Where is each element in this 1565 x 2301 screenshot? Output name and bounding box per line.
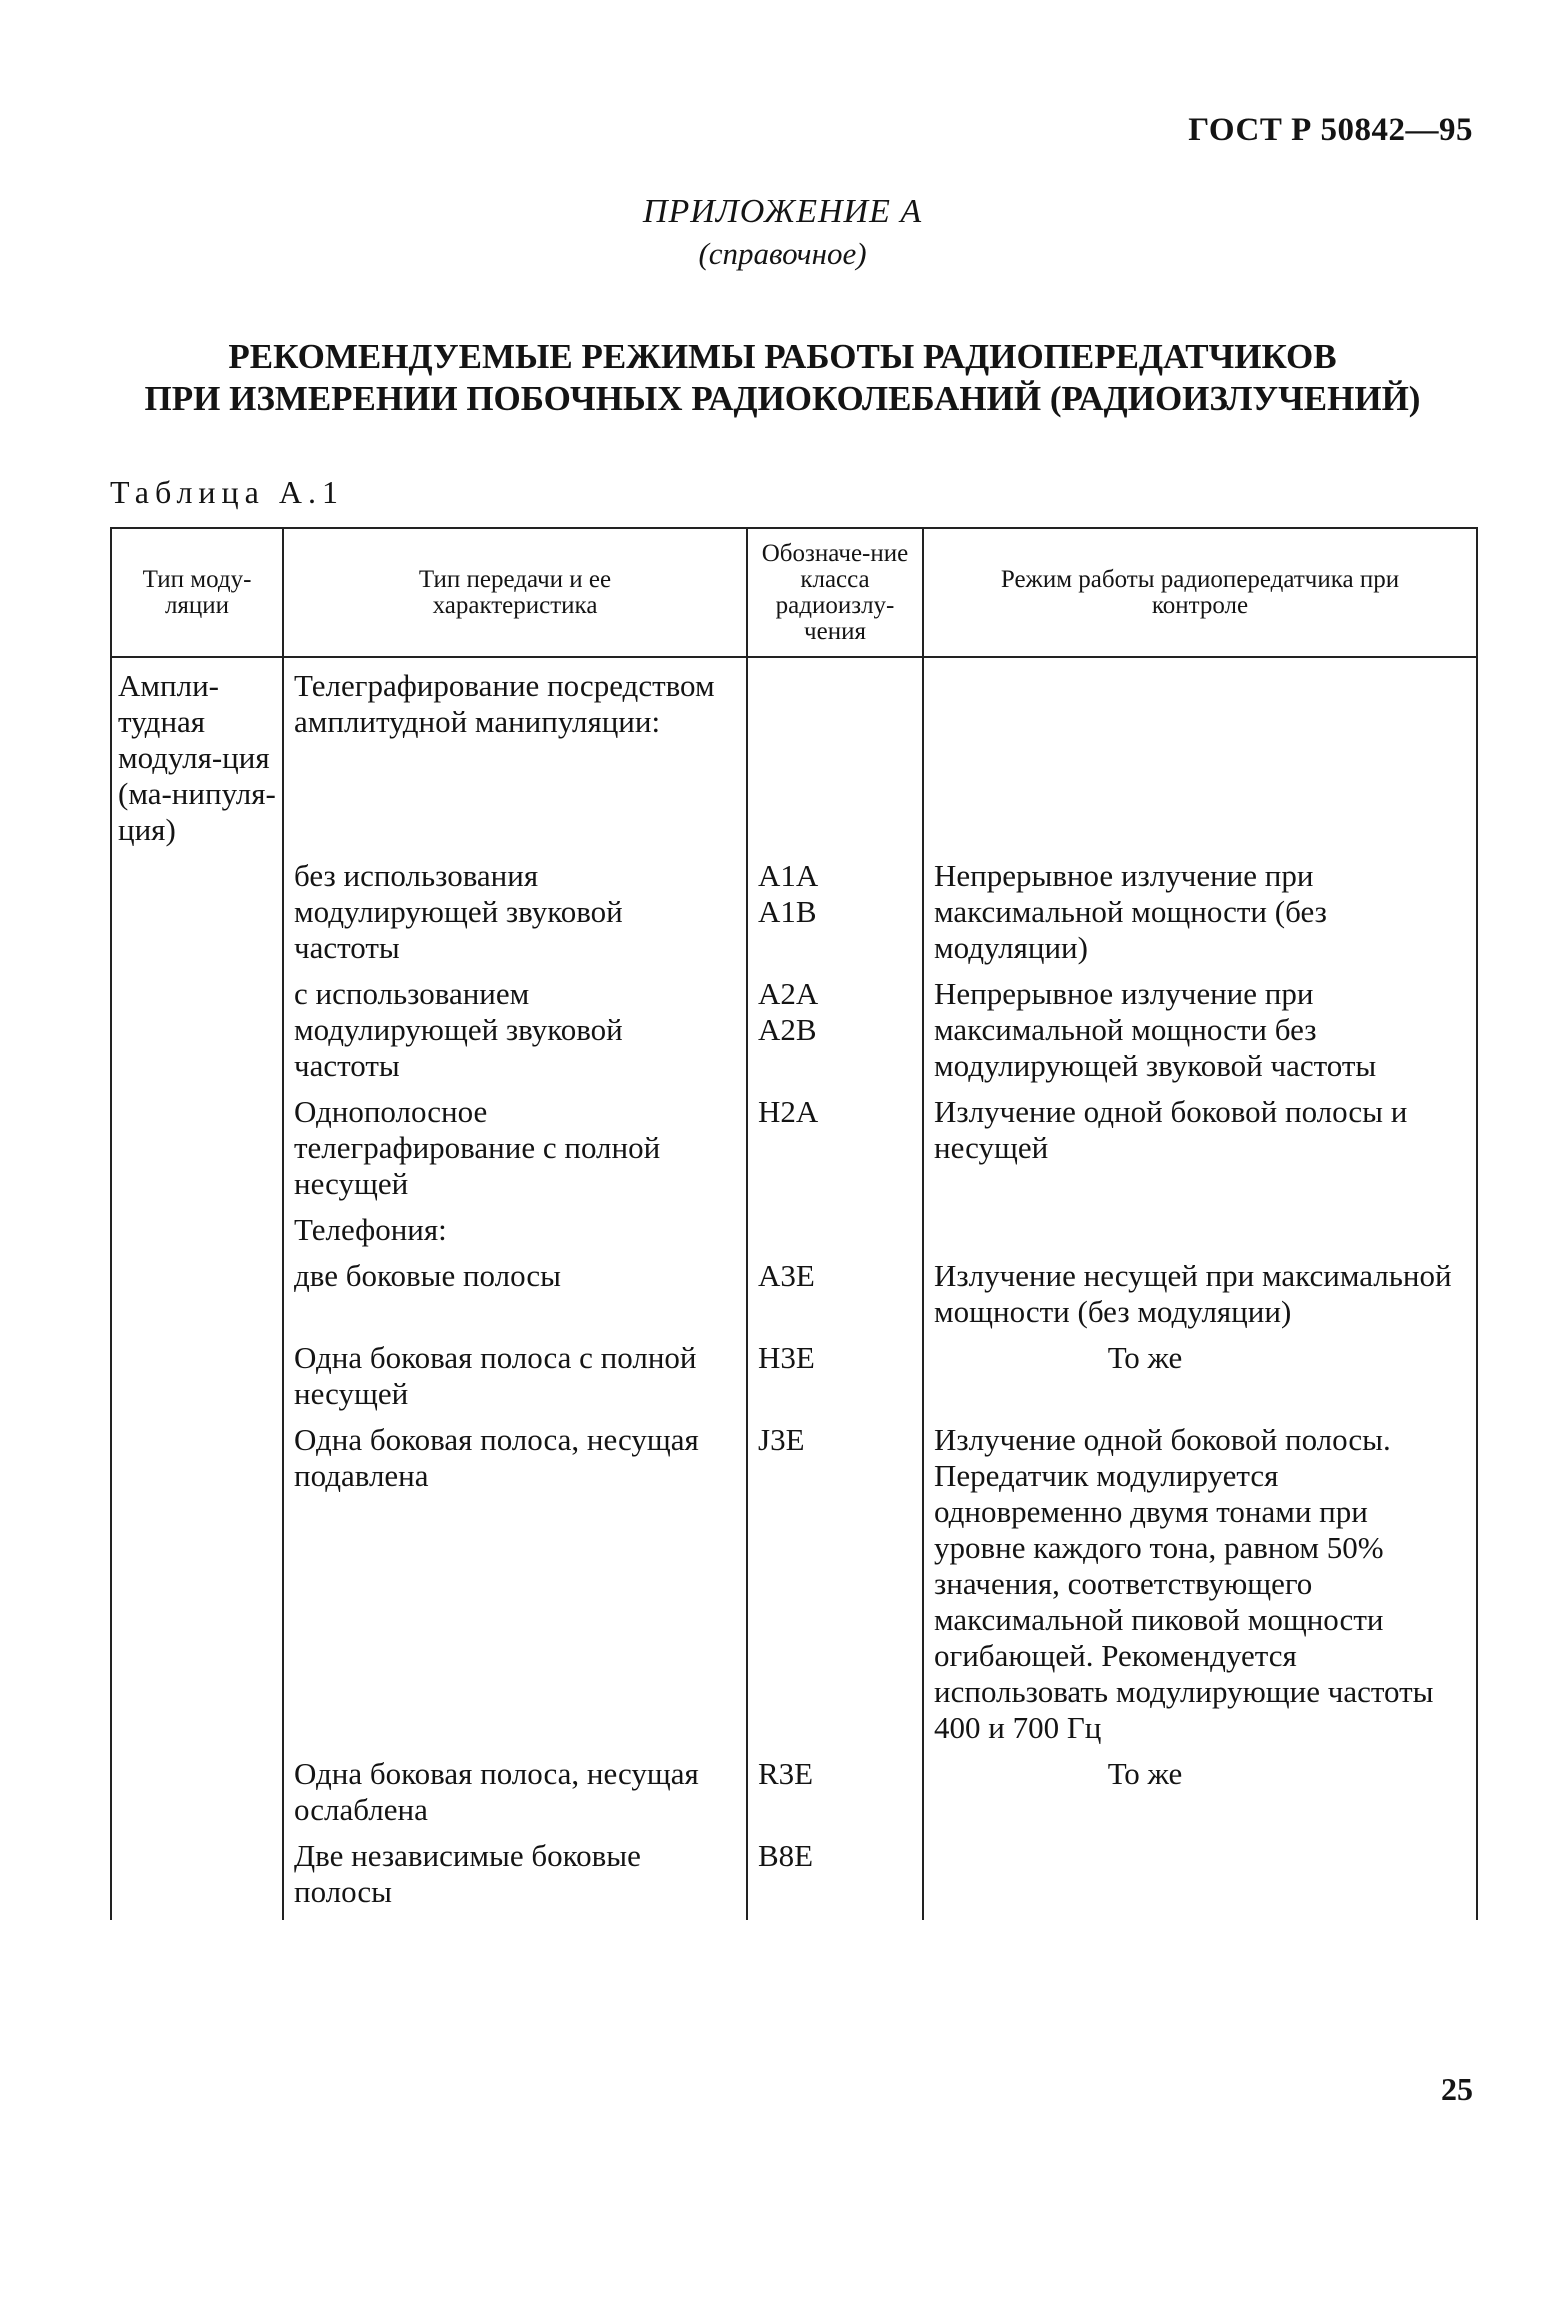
- class-code-cell: В8Е: [747, 1838, 923, 1920]
- header-emission-class: Обозначе-ние класса радиоизлу-чения: [747, 528, 923, 657]
- table-row: [111, 1838, 1477, 1920]
- table-row: [111, 657, 1477, 858]
- transmission-cell: Телефония:: [283, 1212, 747, 1258]
- mode-cell: [923, 1212, 1477, 1258]
- table-row: [111, 858, 1477, 976]
- modulation-cell-empty: [111, 1838, 283, 1920]
- transmission-cell: Две независимые боковые полосы: [283, 1838, 747, 1920]
- class-code-cell: R3Е: [747, 1756, 923, 1838]
- mode-cell: То же: [923, 1756, 1477, 1838]
- header-operating-mode: Режим работы радиопередатчика при контроле: [923, 528, 1477, 657]
- transmission-cell: Одна боковая полоса с полной несущей: [283, 1340, 747, 1422]
- class-code-cell: [747, 657, 923, 858]
- transmission-cell: две боковые полосы: [283, 1258, 747, 1340]
- modulation-cell-empty: [111, 1340, 283, 1422]
- modulation-cell-empty: [111, 858, 283, 976]
- page-number: 25: [1441, 2071, 1473, 2107]
- table-row: [111, 976, 1477, 1094]
- table-row: [111, 1212, 1477, 1258]
- modulation-cell-empty: [111, 1422, 283, 1756]
- class-code-cell: Н3Е: [747, 1340, 923, 1422]
- header-modulation-type: Тип моду-ляции: [111, 528, 283, 657]
- appendix-title: ПРИЛОЖЕНИЕ А: [642, 193, 923, 230]
- modulation-cell-empty: [111, 1258, 283, 1340]
- modulation-cell-empty: [111, 1756, 283, 1838]
- mode-cell: Излучение одной боковой полосы. Передатчик модулируется одновременно двумя тонами при уровне каждого тона, равном 50% значения, соответствующего максимальной пиковой мощности огибающей. Рекомендуется использовать модулирующие частоты 400 и 700 Гц: [923, 1422, 1477, 1756]
- class-code-cell: А3Е: [747, 1258, 923, 1340]
- class-code-cell: J3Е: [747, 1422, 923, 1756]
- modes-table: [110, 527, 1478, 1920]
- transmission-cell: Телеграфирование посредством амплитудной манипуляции:: [283, 657, 747, 858]
- transmission-cell: с использованием модулирующей звуковой частоты: [283, 976, 747, 1094]
- mode-cell: То же: [923, 1340, 1477, 1422]
- class-code-cell: А2А А2В: [747, 976, 923, 1094]
- transmission-cell: без использования модулирующей звуковой частоты: [283, 858, 747, 976]
- table-caption: Таблица А.1: [110, 474, 344, 510]
- document-code: ГОСТ Р 50842—95: [1188, 112, 1473, 148]
- mode-cell: Непрерывное излучение при максимальной мощности (без модуляции): [923, 858, 1477, 976]
- heading-line-2: ПРИ ИЗМЕРЕНИИ ПОБОЧНЫХ РАДИОКОЛЕБАНИЙ (РАДИОИЗЛУЧЕНИЙ): [144, 379, 1421, 418]
- modulation-cell-empty: [111, 1212, 283, 1258]
- transmission-cell: Одна боковая полоса, несущая подавлена: [283, 1422, 747, 1756]
- table-row: [111, 1340, 1477, 1422]
- class-code-cell: А1А А1В: [747, 858, 923, 976]
- document-heading: [100, 336, 1465, 420]
- mode-cell: [923, 1838, 1477, 1920]
- table-row: [111, 1422, 1477, 1756]
- mode-cell: Непрерывное излучение при максимальной мощности без модулирующей звуковой частоты: [923, 976, 1477, 1094]
- header-transmission-type: Тип передачи и ее характеристика: [283, 528, 747, 657]
- table-row: [111, 1258, 1477, 1340]
- heading-line-1: РЕКОМЕНДУЕМЫЕ РЕЖИМЫ РАБОТЫ РАДИОПЕРЕДАТЧИКОВ: [228, 337, 1337, 376]
- modulation-cell-empty: [111, 1094, 283, 1212]
- table-header-row: [111, 528, 1477, 657]
- mode-cell: Излучение несущей при максимальной мощности (без модуляции): [923, 1258, 1477, 1340]
- table-row: [111, 1756, 1477, 1838]
- class-code-cell: Н2А: [747, 1094, 923, 1212]
- appendix-subtitle: (справочное): [698, 236, 867, 271]
- modulation-cell-empty: [111, 976, 283, 1094]
- class-code-cell: [747, 1212, 923, 1258]
- modulation-cell: Ампли-тудная модуля-ция (ма-нипуля-ция): [111, 657, 283, 858]
- mode-cell: Излучение одной боковой полосы и несущей: [923, 1094, 1477, 1212]
- transmission-cell: Одна боковая полоса, несущая ослаблена: [283, 1756, 747, 1838]
- transmission-cell: Однополосное телеграфирование с полной несущей: [283, 1094, 747, 1212]
- table-row: [111, 1094, 1477, 1212]
- mode-cell: [923, 657, 1477, 858]
